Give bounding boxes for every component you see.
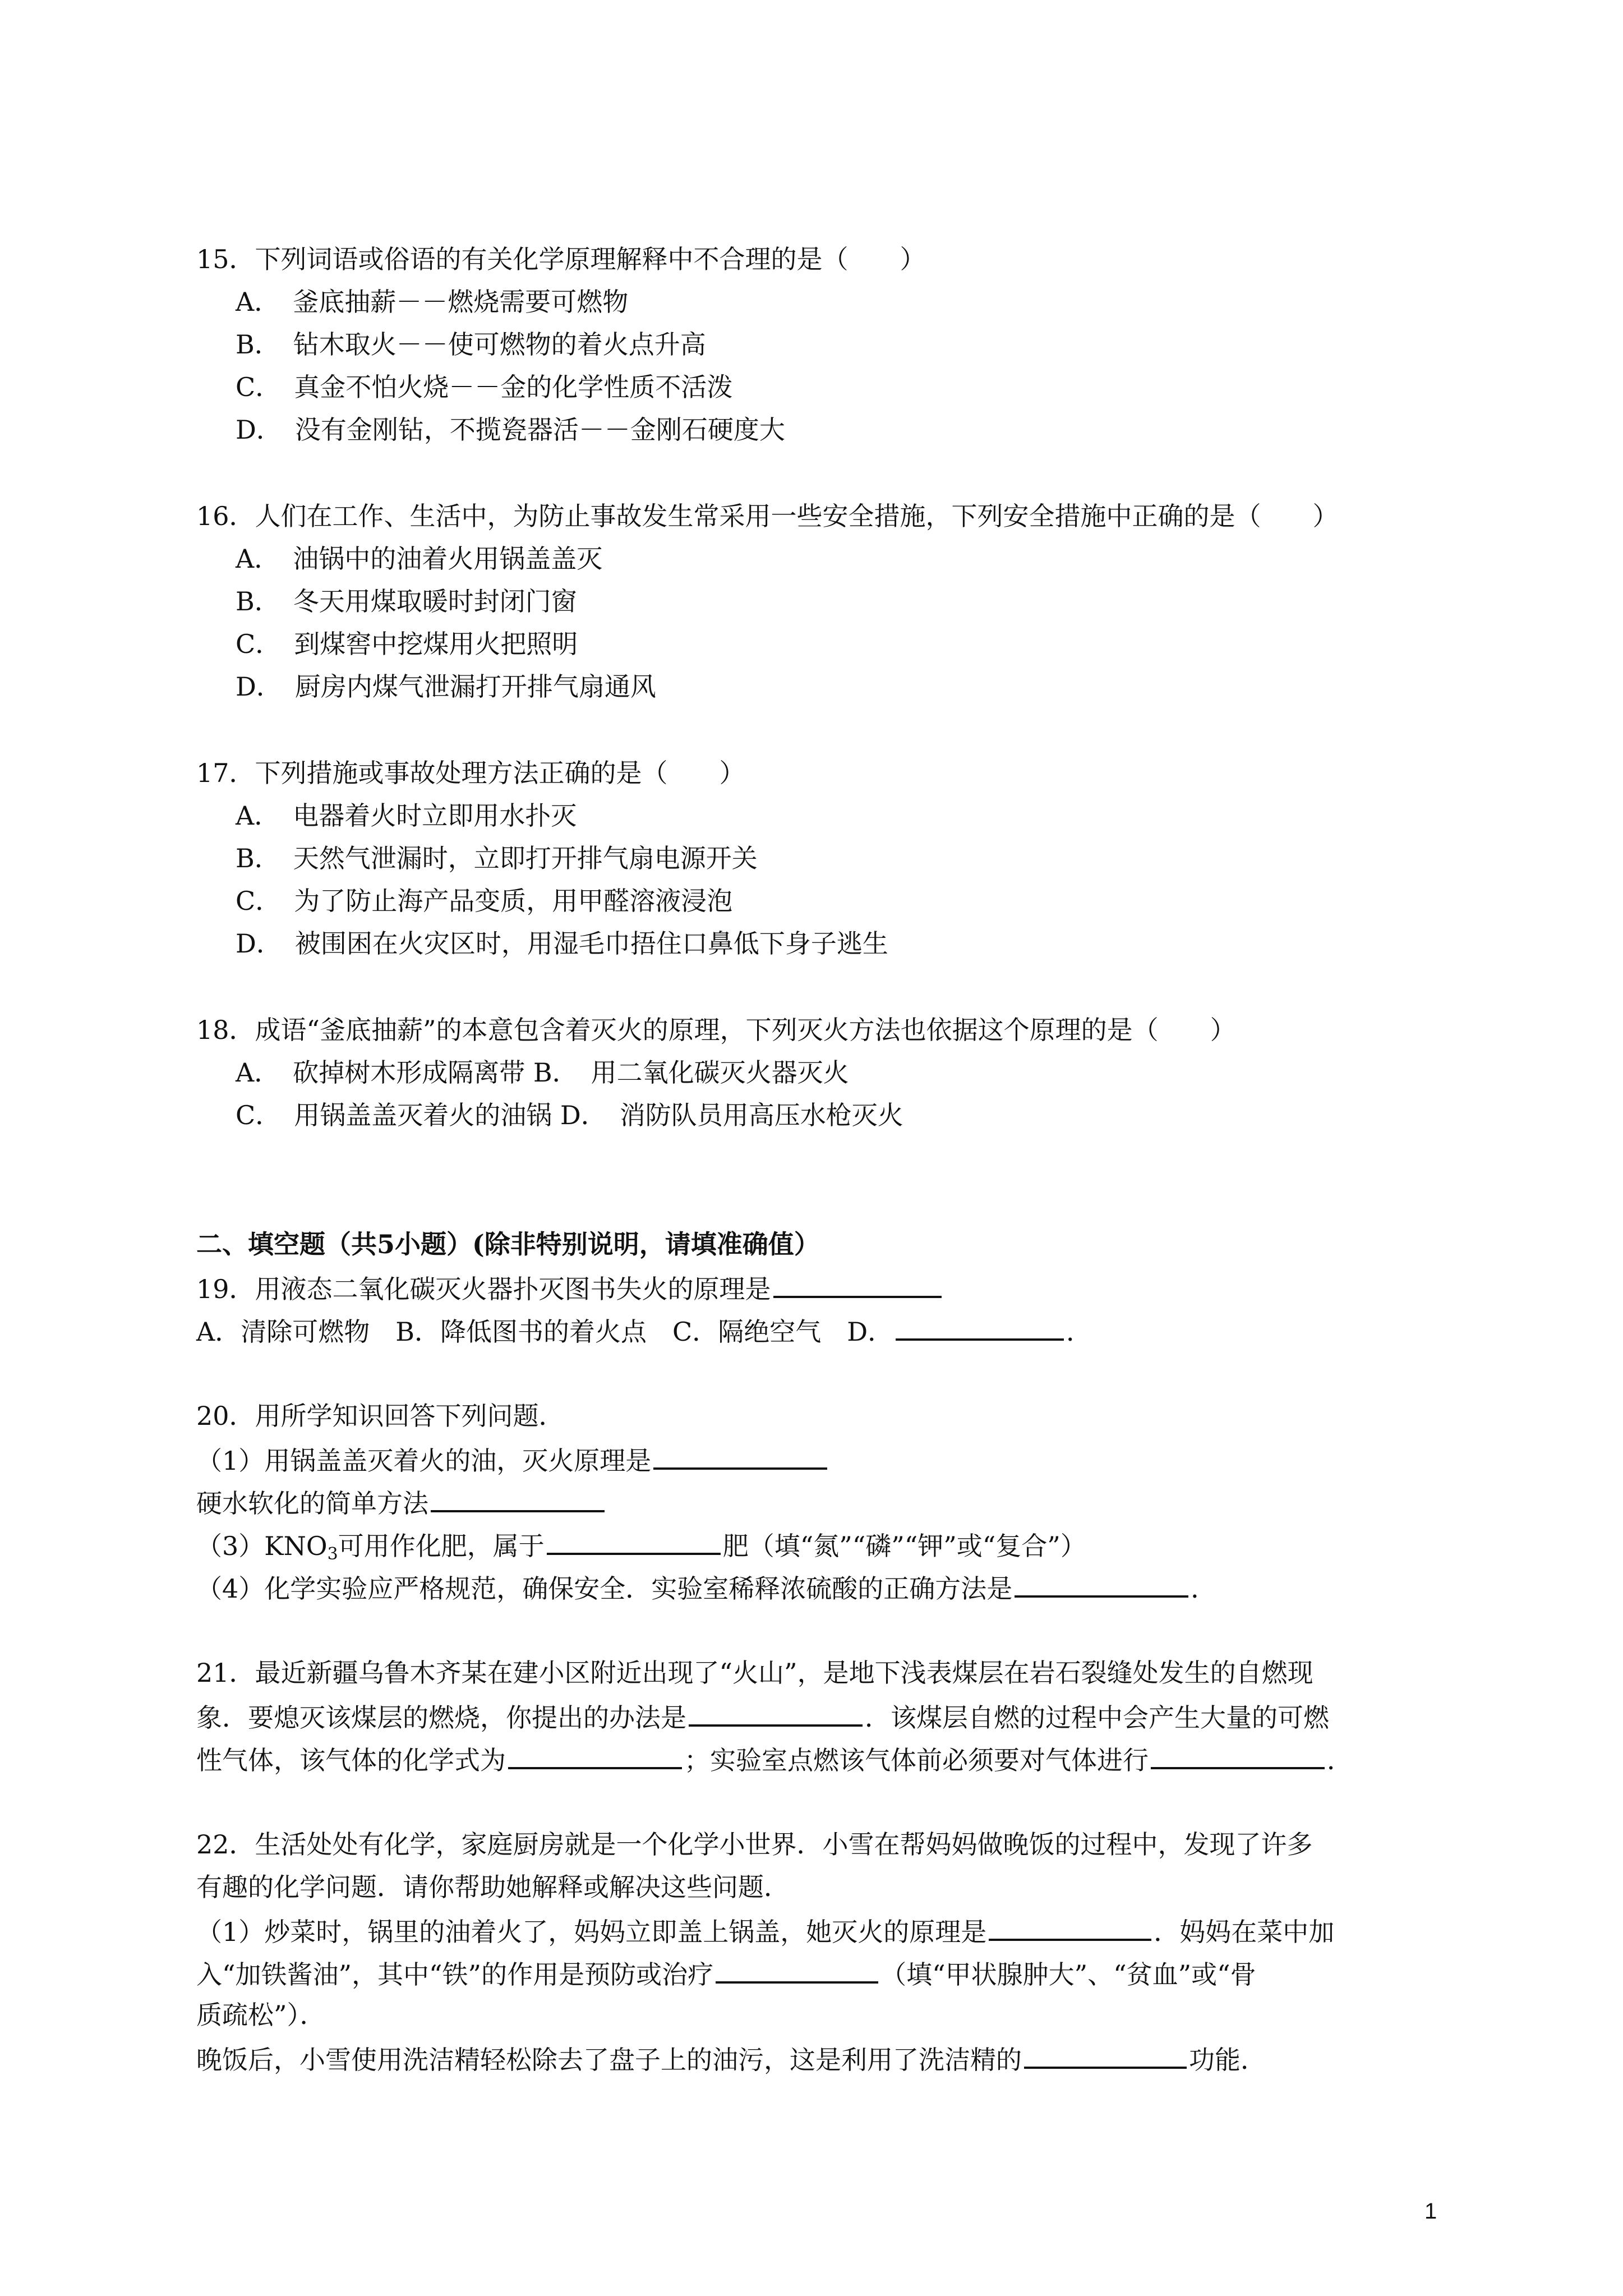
q17-option-a: A． 电器着火时立即用水扑灭 bbox=[236, 800, 577, 831]
q15-option-c: C． 真金不怕火烧－－金的化学性质不活泼 bbox=[236, 372, 733, 402]
q20-part1 bbox=[196, 1442, 829, 1478]
q17-stem: 17．下列措施或事故处理方法正确的是（ ） bbox=[196, 758, 745, 788]
subscript: 3 bbox=[327, 1544, 338, 1564]
q16-option-b: B． 冬天用煤取暖时封闭门窗 bbox=[236, 586, 577, 616]
q15-option-d: D． 没有金刚钻，不揽瓷器活－－金刚石硬度大 bbox=[236, 415, 785, 445]
q20-part3-text-a: （3）KNO bbox=[196, 1531, 328, 1561]
q20-part2-text: 硬水软化的简单方法 bbox=[196, 1488, 428, 1519]
q17-option-d: D． 被围困在火灾区时，用湿毛巾捂住口鼻低下身子逃生 bbox=[236, 928, 888, 959]
q22-line6-text-b: 功能． bbox=[1189, 2045, 1266, 2075]
q22-line4-text-b: （填“甲状腺肿大”、“贫血”或“骨 bbox=[880, 1959, 1256, 1990]
q19-stem-text: 19．用液态二氧化碳灭火器扑灭图书失火的原理是 bbox=[196, 1274, 771, 1304]
q19-options bbox=[196, 1313, 1092, 1349]
answer-blank[interactable] bbox=[689, 1699, 863, 1727]
q21-line3-text-c: ． bbox=[1327, 1745, 1353, 1775]
answer-blank[interactable] bbox=[1024, 2041, 1187, 2069]
answer-blank[interactable] bbox=[431, 1484, 605, 1512]
q22-line6-text-a: 晚饭后，小雪使用洗洁精轻松除去了盘子上的油污，这是利用了洗洁精的 bbox=[196, 2045, 1022, 2075]
answer-blank[interactable] bbox=[1151, 1741, 1325, 1769]
q19-end: ． bbox=[1066, 1317, 1092, 1347]
q18-options-cd: C． 用锅盖盖灭着火的油锅 D． 消防队员用高压水枪灭火 bbox=[236, 1100, 903, 1130]
q20-part3-text-b: 可用作化肥，属于 bbox=[338, 1531, 545, 1561]
answer-blank[interactable] bbox=[716, 1955, 878, 1984]
q20-part3 bbox=[196, 1527, 1086, 1571]
answer-blank[interactable] bbox=[547, 1527, 721, 1555]
q22-line4-text-a: 入“加铁酱油”，其中“铁”的作用是预防或治疗 bbox=[196, 1959, 714, 1990]
q17-option-b: B． 天然气泄漏时，立即打开排气扇电源开关 bbox=[236, 843, 758, 873]
q16-option-d: D． 厨房内煤气泄漏打开排气扇通风 bbox=[236, 671, 656, 702]
q21-line1: 21．最近新疆乌鲁木齐某在建小区附近出现了“火山”，是地下浅表煤层在岩石裂缝处发生的自燃现 bbox=[196, 1658, 1313, 1688]
q21-line2-text-a: 象．要熄灭该煤层的燃烧，你提出的办法是 bbox=[196, 1703, 686, 1733]
answer-blank[interactable] bbox=[773, 1270, 942, 1298]
page-number: 1 bbox=[1424, 2199, 1437, 2224]
q15-stem: 15．下列词语或俗语的有关化学原理解释中不合理的是（ ） bbox=[196, 244, 926, 274]
q22-line3 bbox=[196, 1913, 1334, 1949]
q22-line2: 有趣的化学问题．请你帮助她解释或解决这些问题． bbox=[196, 1872, 790, 1902]
q22-line3-text-b: ．妈妈在菜中加 bbox=[1154, 1917, 1335, 1947]
q18-options-ab: A． 砍掉树木形成隔离带 B． 用二氧化碳灭火器灭火 bbox=[236, 1057, 849, 1088]
q20-part4 bbox=[196, 1570, 1216, 1605]
section-heading: 二、填空题（共5小题）(除非特别说明，请填准确值） bbox=[196, 1229, 820, 1259]
q21-line3 bbox=[196, 1741, 1353, 1777]
q15-option-b: B． 钻木取火－－使可燃物的着火点升高 bbox=[236, 329, 706, 360]
q21-line2-text-b: ．该煤层自燃的过程中会产生大量的可燃 bbox=[865, 1703, 1329, 1733]
q22-line6 bbox=[196, 2041, 1266, 2077]
answer-blank[interactable] bbox=[989, 1913, 1151, 1941]
q22-line1: 22．生活处处有化学，家庭厨房就是一个化学小世界．小雪在帮妈妈做晚饭的过程中，发现了许多 bbox=[196, 1829, 1313, 1860]
q16-option-c: C． 到煤窖中挖煤用火把照明 bbox=[236, 629, 578, 659]
q21-line2 bbox=[196, 1699, 1329, 1734]
q16-option-a: A． 油锅中的油着火用锅盖盖灭 bbox=[236, 544, 603, 574]
q17-option-c: C． 为了防止海产品变质，用甲醛溶液浸泡 bbox=[236, 886, 733, 916]
q22-line5: 质疏松”）． bbox=[196, 2000, 326, 2030]
q15-option-a: A． 釜底抽薪－－燃烧需要可燃物 bbox=[236, 287, 629, 317]
answer-blank[interactable] bbox=[508, 1741, 682, 1769]
q20-part2 bbox=[196, 1484, 607, 1520]
q21-line3-text-a: 性气体，该气体的化学式为 bbox=[196, 1745, 506, 1775]
q18-stem: 18．成语“釜底抽薪”的本意包含着灭火的原理，下列灭火方法也依据这个原理的是（ ） bbox=[196, 1015, 1236, 1045]
answer-blank[interactable] bbox=[1015, 1570, 1188, 1598]
q19-stem bbox=[196, 1270, 944, 1306]
q20-part1-text: （1）用锅盖盖灭着火的油，灭火原理是 bbox=[196, 1446, 652, 1476]
q16-stem: 16．人们在工作、生活中，为防止事故发生常采用一些安全措施，下列安全措施中正确的是（ ） bbox=[196, 501, 1339, 531]
answer-blank[interactable] bbox=[896, 1313, 1064, 1341]
q20-part3-text-c: 肥（填“氮”“磷”“钾”或“复合”） bbox=[722, 1531, 1086, 1561]
q20-part4-end: ． bbox=[1191, 1573, 1217, 1604]
q20-stem: 20．用所学知识回答下列问题． bbox=[196, 1401, 565, 1431]
answer-blank[interactable] bbox=[653, 1442, 827, 1470]
q22-line3-text-a: （1）炒菜时，锅里的油着火了，妈妈立即盖上锅盖，她灭火的原理是 bbox=[196, 1917, 987, 1947]
q22-line4 bbox=[196, 1955, 1256, 1991]
q21-line3-text-b: ；实验室点燃该气体前必须要对气体进行 bbox=[684, 1745, 1149, 1775]
q20-part4-text: （4）化学实验应严格规范，确保安全．实验室稀释浓硫酸的正确方法是 bbox=[196, 1573, 1013, 1604]
q19-options-text: A．清除可燃物 B．降低图书的着火点 C．隔绝空气 D． bbox=[196, 1317, 894, 1347]
